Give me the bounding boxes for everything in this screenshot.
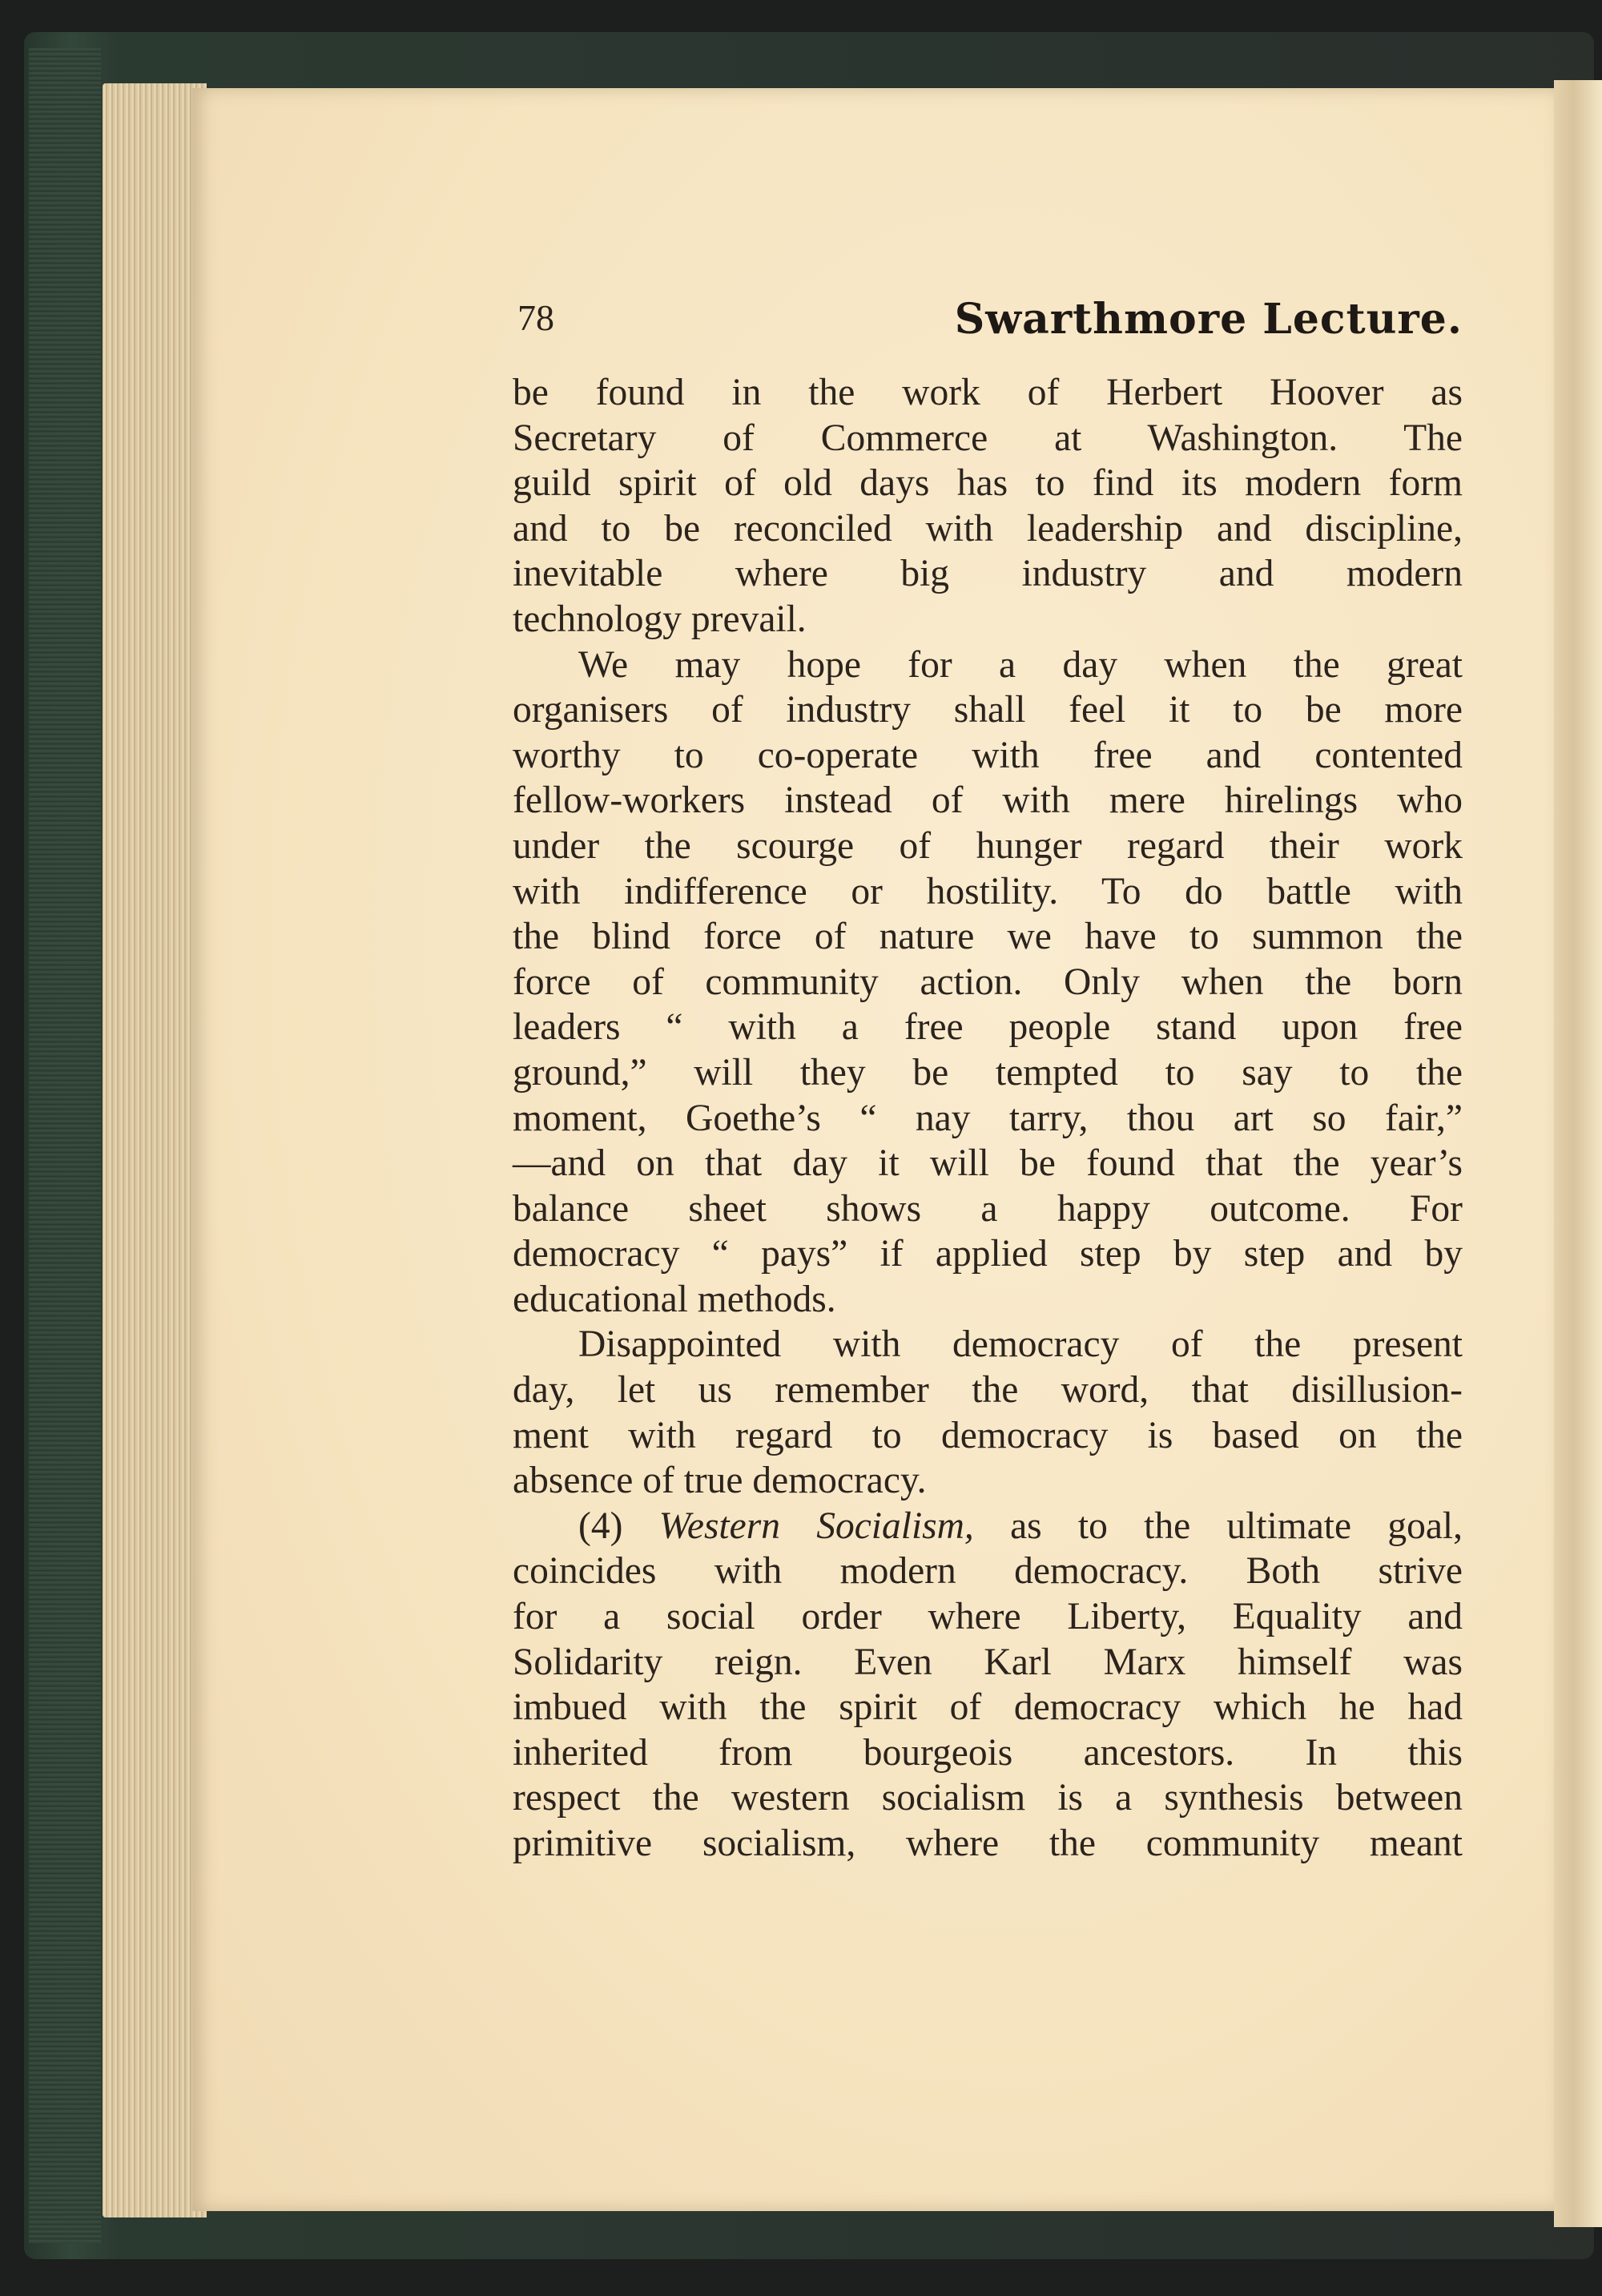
paragraph	[513, 1322, 1463, 1503]
running-title: Swarthmore Lecture.	[954, 295, 1463, 344]
text-line: fellow-workers instead of with mere hirelings who	[513, 779, 1463, 822]
text-line: educational methods.	[513, 1278, 836, 1320]
body-text	[513, 370, 1463, 1867]
text-line: Secretary of Commerce at Washington. The	[513, 417, 1463, 459]
text-line: leaders “ with a free people stand upon free	[513, 1006, 1463, 1049]
text-line: coincides with modern democracy. Both strive	[513, 1550, 1463, 1593]
paragraph	[513, 370, 1463, 642]
text-line: absence of true democracy.	[513, 1460, 927, 1502]
text-line: inevitable where big industry and modern	[513, 553, 1463, 595]
emphasis-term: Western Socialism,	[658, 1504, 974, 1547]
text-line: inherited from bourgeois ancestors. In this	[513, 1731, 1463, 1774]
text-line: for a social order where Liberty, Equality and	[513, 1596, 1463, 1638]
text-line: force of community action. Only when the born	[513, 961, 1463, 1003]
text-run: as to the ultimate goal,	[973, 1504, 1463, 1547]
facing-page-edge	[1554, 80, 1602, 2227]
text-line	[513, 1504, 1463, 1549]
section-number: (4)	[578, 1504, 659, 1547]
text-line: Disappointed with democracy of the present	[578, 1323, 1463, 1366]
text-line: ground,” will they be tempted to say to the	[513, 1051, 1463, 1094]
text-line: under the scourge of hunger regard their work	[513, 824, 1463, 867]
text-line: —and on that day it will be found that the year’s	[513, 1142, 1463, 1185]
text-line: guild spirit of old days has to find its modern form	[513, 462, 1463, 505]
text-line: primitive socialism, where the community meant	[513, 1823, 1463, 1864]
paragraph	[513, 642, 1463, 1323]
text-line: imbued with the spirit of democracy which he had	[513, 1686, 1463, 1729]
text-line: ment with regard to democracy is based on the	[513, 1414, 1463, 1456]
text-line: moment, Goethe’s “ nay tarry, thou art so fair,”	[513, 1097, 1463, 1139]
page-number: 78	[517, 297, 554, 338]
text-line: balance sheet shows a happy outcome. For	[513, 1187, 1463, 1230]
page-edges	[103, 83, 207, 2217]
text-line: with indifference or hostility. To do battle with	[513, 870, 1463, 912]
text-line: technology prevail.	[513, 598, 807, 640]
text-line: and to be reconciled with leadership and discipline,	[513, 507, 1463, 550]
book-spine-binding	[29, 48, 101, 2243]
paragraph	[513, 1504, 1463, 1867]
text-line: organisers of industry shall feel it to be more	[513, 689, 1463, 731]
text-line: respect the western socialism is a synthesis between	[513, 1777, 1463, 1819]
text-line: the blind force of nature we have to summon the	[513, 916, 1463, 958]
text-line: worthy to co-operate with free and contented	[513, 734, 1463, 776]
text-line: day, let us remember the word, that disillusion-	[513, 1369, 1463, 1412]
text-line: democracy “ pays” if applied step by step and by	[513, 1233, 1463, 1275]
text-line: We may hope for a day when the great	[578, 643, 1463, 686]
text-line: be found in the work of Herbert Hoover as	[513, 372, 1463, 413]
text-line: Solidarity reign. Even Karl Marx himself was	[513, 1641, 1463, 1683]
running-head	[517, 296, 1463, 352]
